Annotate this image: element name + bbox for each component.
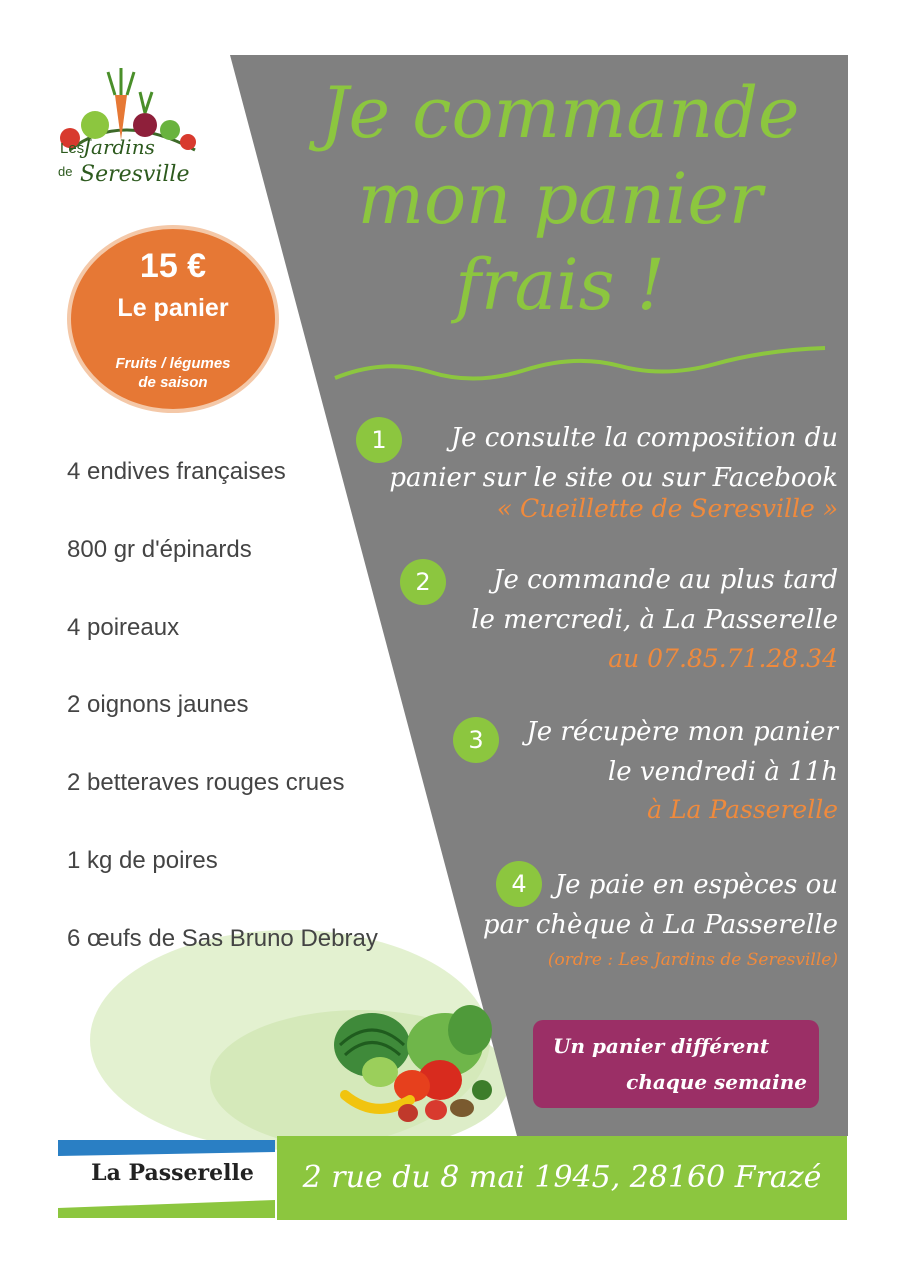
list-item: 4 endives françaises [67,458,286,485]
step-4-badge: 4 [496,861,542,907]
step-1-line1: Je consulte la composition du [450,423,838,453]
price-subtitle-line2: de saison [138,374,208,391]
step-2-phone: au 07.85.71.28.34 [608,644,838,673]
step-4-note: (ordre : Les Jardins de Seresville) [547,950,838,970]
list-item: 1 kg de poires [67,847,218,874]
list-item: 800 gr d'épinards [67,536,252,563]
step-4-line2: par chèque à La Passerelle [482,910,838,940]
step-2-line1: Je commande au plus tard [493,565,838,595]
price-label: Le panier [117,294,229,322]
weekly-line2: chaque semaine [626,1070,807,1094]
step-1-badge: 1 [356,417,402,463]
passerelle-blue-bar [58,1140,275,1156]
title-line3: frais ! [455,244,665,326]
logo-text-les: Les [60,140,85,157]
passerelle-logo-text: La Passerelle [91,1160,254,1186]
step-2-badge: 2 [400,559,446,605]
step-1-line2: panier sur le site ou sur Facebook [389,463,838,493]
step-1-highlight: « Cueillette de Seresville » [496,494,838,523]
logo-text-seresville: Seresville [80,162,190,187]
step-3-highlight: à La Passerelle [647,795,838,824]
list-item: 2 oignons jaunes [67,691,249,718]
price-value: 15 € [139,247,207,285]
title-line2: mon panier [357,158,763,240]
step-3-line1: Je récupère mon panier [526,717,838,747]
logo-text-jardins: Jardins [83,135,155,159]
address: 2 rue du 8 mai 1945, 28160 Frazé [302,1160,822,1195]
price-badge [67,225,279,413]
passerelle-green-bar [58,1200,275,1218]
price-subtitle [71,354,275,392]
step-3-line2: le vendredi à 11h [607,757,838,787]
step-3-badge: 3 [453,717,499,763]
logo-text-de: de [58,164,73,179]
list-item: 6 œufs de Sas Bruno Debray [67,925,378,952]
step-2-line2: le mercredi, à La Passerelle [471,605,838,635]
weekly-basket-box [533,1020,819,1108]
weekly-line1: Un panier différent [553,1034,770,1058]
title-line1: Je commande [320,72,800,154]
list-item: 2 betteraves rouges crues [67,769,345,796]
page-title [290,70,830,328]
list-item: 4 poireaux [67,614,180,641]
price-subtitle-line1: Fruits / légumes [115,355,231,372]
step-4-line1: Je paie en espèces ou [554,870,838,900]
